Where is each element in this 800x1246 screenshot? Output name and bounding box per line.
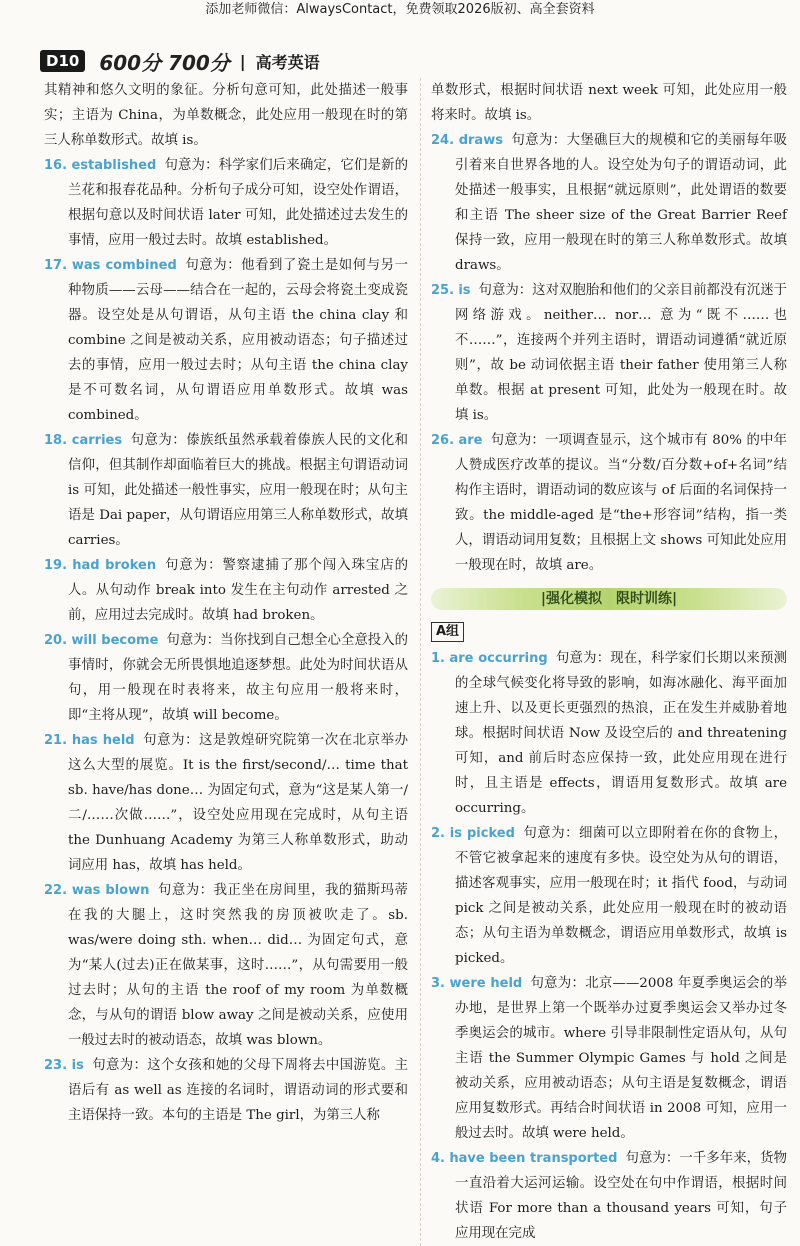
explanation-text: 句意为：大堡礁巨大的规模和它的美丽每年吸引着来自世界各地的人。设空处为句子的谓语动词，此处描述一般事实，且根据“就远原则”，此处谓语的数要和主语 The sheer size of the Great Barrier Reef 保持一致，应用一般现在时的第三人称单数形式。故填 draws。 <box>455 133 787 273</box>
explanation-text: 句意为：细菌可以立即附着在你的食物上，不管它被拿起来的速度有多快。设空处为从句的谓语，描述客观事实，应用一般现在时；it 指代 food，与动词 pick 之间是被动关系，此处应用一般现在时的被动语态；从句主语为单数概念，谓语应用单数形式，故填 is picked。 <box>455 826 788 966</box>
answer-text: had broken <box>72 558 157 573</box>
explanation-text: 句意为：这对双胞胎和他们的父亲目前都没有沉迷于网络游戏。neither… nor… 意为“既不……也不……”，连接两个并列主语时，谓语动词遵循“就近原则”，故 be 动词依据主语 their father 使用第三人称单数。根据 at present 可知，此处为一般现在时。故填 is。 <box>455 283 787 423</box>
answer-item: 3. were held 句意为：北京——2008 年夏季奥运会的举办地，是世界上第一个既举办过夏季奥运会又举办过冬季奥运会的城市。where 引导非限制性定语从句，从句主语 the Summer Olympic Games 与 hold 之间是被动关系，应用被动语态；从句主语是复数概念，谓语应用复数形式。再结合时间状语 in 2008 可知，应用一般过去时。故填 were held。 <box>431 976 787 1141</box>
explanation-text: 句意为：我正坐在房间里，我的猫斯玛蒂在我的大腿上，这时突然我的房顶被吹走了。sb. was/were doing sth. when… did… 为固定句式，意为“某人(过去)正在做某事，这时……”，从句需要用一般过去时；从句的主语 the roof of my room 为单数概念，与从句的谓语 blow away 之间是被动关系，应使用一般过去时的被动语态，故填 was blown。 <box>68 883 408 1048</box>
answer-item: 4. have been transported 句意为：一千多年来，货物一直沿着大运河运输。设空处在句中作谓语，根据时间状语 For more than a thousand years 可知，句子应用现在完成 <box>431 1151 787 1241</box>
answer-text: is picked <box>449 826 515 841</box>
explanation-text: 句意为：北京——2008 年夏季奥运会的举办地，是世界上第一个既举办过夏季奥运会又举办过冬季奥运会的城市。where 引导非限制性定语从句，从句主语 the Summer Olympic Games 与 hold 之间是被动关系，应用被动语态；从句主语是复数概念，谓语应用复数形式。再结合时间状语 in 2008 可知，应用一般过去时。故填 were held。 <box>455 976 787 1141</box>
explanation-text: 句意为：这是敦煌研究院第一次在北京举办这么大型的展览。It is the first/second/… time that sb. have/has done… 为固定句式，意为“这是某人第一/二/……次做……”，设空处应用现在完成时，从句主语 the Dunhuang Academy 为第三人称单数形式，助动词应用 has，故填 has held。 <box>68 733 409 873</box>
explanation-text: 句意为：科学家们后来确定，它们是新的兰花和报春花品种。分析句子成分可知，设空处作谓语，根据句意以及时间状语 later 可知，此处描述过去发生的事情，应用一般过去时。故填 established。 <box>68 158 408 248</box>
answer-item: 20. will become 句意为：当你找到自己想全心全意投入的事情时，你就会无所畏惧地追逐梦想。此处为时间状语从句，用一般现在时表将来，故主句应用一般将来时，即“主将从现”，故填 will become。 <box>44 633 408 723</box>
answer-text: are occurring <box>449 651 548 666</box>
explanation-text: 句意为：这个女孩和她的父母下周将去中国游览。主语后有 as well as 连接的名词时，谓语动词的形式要和主语保持一致。本句的主语是 The girl，为第三人称 <box>68 1058 409 1123</box>
explanation-text: 句意为：一千多年来，货物一直沿着大运河运输。设空处在句中作谓语，根据时间状语 For more than a thousand years 可知，句子应用现在完成 <box>455 1151 787 1241</box>
explanation-text: 句意为：他看到了瓷土是如何与另一种物质——云母——结合在一起的，云母会将瓷土变成瓷器。设空处是从句谓语，从句主语 the china clay 和 combine 之间是被动关系，应用被动语态；句子描述过去的事情，应用一般过去时；从句主语 the china clay 是不可数名词，从句谓语应用单数形式。故填 was combined。 <box>68 258 409 423</box>
group-label: A组 <box>431 622 464 642</box>
header-separator: | <box>239 51 246 71</box>
right-column <box>420 78 787 1246</box>
answer-text: will become <box>71 633 159 648</box>
answer-item: 25. is 句意为：这对双胞胎和他们的父亲目前都没有沉迷于网络游戏。neither… nor… 意为“既不……也不……”，连接两个并列主语时，谓语动词遵循“就近原则”，故 be 动词依据主语 their father 使用第三人称单数。根据 at present 可知，此处为一般现在时。故填 is。 <box>431 283 787 423</box>
answer-item: 21. has held 句意为：这是敦煌研究院第一次在北京举办这么大型的展览。It is the first/second/… time that sb. have/has done… 为固定句式，意为“这是某人第一/二/……次做……”，设空处应用现在完成时，从句主语 the Dunhuang Academy 为第三人称单数形式，助动词应用 has，故填 has held。 <box>44 733 409 873</box>
day-badge: D10 <box>40 50 85 72</box>
answer-item: 其精神和悠久文明的象征。分析句意可知，此处描述一般事实；主语为 China，为单数概念，此处应用一般现在时的第三人称单数形式。故填 is。 <box>44 83 408 148</box>
answer-text: is <box>71 1058 84 1073</box>
answer-text: established <box>71 158 157 173</box>
answer-item: 19. had broken 句意为：警察逮捕了那个闯入珠宝店的人。从句动作 break into 发生在主句动作 arrested 之前，应用过去完成时。故填 had broken。 <box>44 558 409 623</box>
answer-item: 17. was combined 句意为：他看到了瓷土是如何与另一种物质——云母——结合在一起的，云母会将瓷土变成瓷器。设空处是从句谓语，从句主语 the china clay 和 combine 之间是被动关系，应用被动语态；句子描述过去的事情，应用一般过去时；从句主语 the china clay 是不可数名词，从句谓语应用单数形式。故填 was combined。 <box>44 258 409 423</box>
answer-text: are <box>458 433 483 448</box>
explanation-text: 句意为：现在，科学家们长期以来预测的全球气候变化将导致的影响，如海冰融化、海平面加速上升、以及更长更强烈的热浪，正在发生并威胁着地球。根据时间状语 Now 及设空后的 and threatening 可知，and 前后时态应保持一致，此处应用现在进行时，且主语是 effects，谓语用复数形式。故填 are occurring。 <box>455 651 788 816</box>
explanation-text: 句意为：傣族纸虽然承载着傣族人民的文化和信仰，但其制作却面临着巨大的挑战。根据主句谓语动词 is 可知，此处描述一般性事实，应用一般现在时；从句主语是 Dai paper，从句谓语应用第三人称单数形式，故填 carries。 <box>68 433 408 548</box>
answer-item: 2. is picked 句意为：细菌可以立即附着在你的食物上，不管它被拿起来的速度有多快。设空处为从句的谓语，描述客观事实，应用一般现在时；it 指代 food，与动词 pick 之间是被动关系，此处应用一般现在时的被动语态；从句主语为单数概念，谓语应用单数形式，故填 is picked。 <box>431 826 788 966</box>
answer-item: 24. draws 句意为：大堡礁巨大的规模和它的美丽每年吸引着来自世界各地的人。设空处为句子的谓语动词，此处描述一般事实，且根据“就远原则”，此处谓语的数要和主语 The sheer size of the Great Barrier Reef 保持一致，应用一般现在时的第三人称单数形式。故填 draws。 <box>431 133 787 273</box>
explanation-text: 句意为：警察逮捕了那个闯入珠宝店的人。从句动作 break into 发生在主句动作 arrested 之前，应用过去完成时。故填 had broken。 <box>68 558 409 623</box>
answer-text: carries <box>71 433 123 448</box>
answer-text: is <box>458 283 471 298</box>
explanation-text: 句意为：当你找到自己想全心全意投入的事情时，你就会无所畏惧地追逐梦想。此处为时间状语从句，用一般现在时表将来，故主句应用一般将来时，即“主将从现”，故填 will become。 <box>68 633 408 723</box>
answer-item: 18. carries 句意为：傣族纸虽然承载着傣族人民的文化和信仰，但其制作却面临着巨大的挑战。根据主句谓语动词 is 可知，此处描述一般性事实，应用一般现在时；从句主语是 Dai paper，从句谓语应用第三人称单数形式，故填 carries。 <box>44 433 408 548</box>
answer-text: draws <box>458 133 503 148</box>
score-logo: 600分 700分 <box>99 50 230 75</box>
section-band: |强化模拟 限时训练| <box>431 588 787 610</box>
left-column <box>44 78 408 1128</box>
page-header <box>40 46 760 76</box>
top-promo-note: 添加老师微信：AlwaysContact，免费领取2026版初、高全套资料 <box>205 2 595 17</box>
answer-text: were held <box>449 976 523 991</box>
answer-item: 单数形式，根据时间状语 next week 可知，此处应用一般将来时。故填 is。 <box>431 83 787 123</box>
answer-item: 26. are 句意为：一项调查显示，这个城市有 80% 的中年人赞成医疗改革的提议。当“分数/百分数+of+名词”结构作主语时，谓语动词的数应该与 of 后面的名词保持一致。the middle-aged 是“the+形容词”结构，指一类人，谓语动词用复数；且根据上文 shows 可知此处应用一般现在时，故填 are。 <box>431 433 787 573</box>
answer-text: was blown <box>71 883 150 898</box>
answer-item: 23. is 句意为：这个女孩和她的父母下周将去中国游览。主语后有 as well as 连接的名词时，谓语动词的形式要和主语保持一致。本句的主语是 The girl，为第三人称 <box>44 1058 409 1123</box>
book-title: 高考英语 <box>255 52 320 72</box>
answer-text: have been transported <box>449 1151 618 1166</box>
explanation-text: 句意为：一项调查显示，这个城市有 80% 的中年人赞成医疗改革的提议。当“分数/百分数+of+名词”结构作主语时，谓语动词的数应该与 of 后面的名词保持一致。the middle-aged 是“the+形容词”结构，指一类人，谓语动词用复数；且根据上文 shows 可知此处应用一般现在时，故填 are。 <box>455 433 787 573</box>
answer-item: 16. established 句意为：科学家们后来确定，它们是新的兰花和报春花品种。分析句子成分可知，设空处作谓语，根据句意以及时间状语 later 可知，此处描述过去发生的事情，应用一般过去时。故填 established。 <box>44 158 408 248</box>
answer-text: has held <box>71 733 135 748</box>
answer-item: 1. are occurring 句意为：现在，科学家们长期以来预测的全球气候变化将导致的影响，如海冰融化、海平面加速上升、以及更长更强烈的热浪，正在发生并威胁着地球。根据时间状语 Now 及设空后的 and threatening 可知，and 前后时态应保持一致，此处应用现在进行时，且主语是 effects，谓语用复数形式。故填 are occurring。 <box>431 651 788 816</box>
answer-text: was combined <box>71 258 177 273</box>
answer-item: 22. was blown 句意为：我正坐在房间里，我的猫斯玛蒂在我的大腿上，这时突然我的房顶被吹走了。sb. was/were doing sth. when… did… 为固定句式，意为“某人(过去)正在做某事，这时……”，从句需要用一般过去时；从句的主语 the roof of my room 为单数概念，与从句的谓语 blow away 之间是被动关系，应使用一般过去时的被动语态，故填 was blown。 <box>44 883 408 1048</box>
